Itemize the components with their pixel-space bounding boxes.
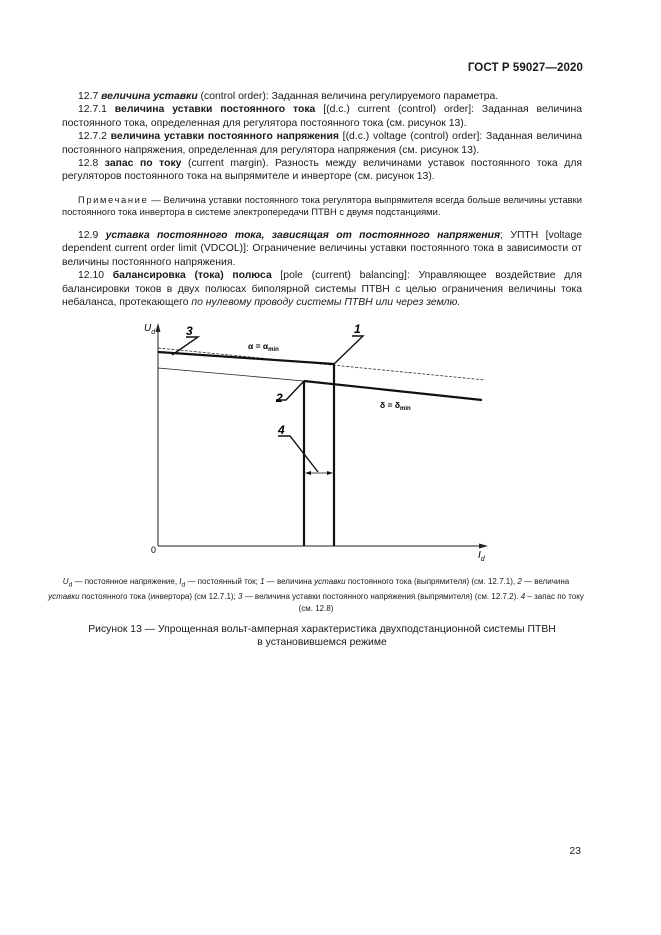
document-standard-header: ГОСТ Р 59027—2020 bbox=[467, 62, 583, 74]
page-number: 23 bbox=[569, 845, 581, 857]
figure-legend: $U_d$ — постоянное напряжение, $I_d$ — постоянный ток; 1 — величина уставки постоянного тока (выпрямителя) (см. 12.7.1), 2 — величина уставки постоянного тока (инвертора) (см 12.7.1); 3 — величина уставки постоянного напряжения (выпрямителя) (см. 12.7.2). 4 – запас по току (см. 12.8) bbox=[48, 577, 584, 613]
callout-4: 4 bbox=[278, 423, 285, 437]
callout-2: 2 bbox=[276, 391, 283, 405]
section-12-7: 12.7 величина уставки (control order): Заданная величина регулируемого параметра. bbox=[78, 91, 499, 102]
y-axis-arrow bbox=[156, 323, 161, 332]
origin-label: 0 bbox=[151, 545, 157, 555]
y-axis-label: $U_d$ bbox=[144, 323, 156, 336]
caption-line-1: Рисунок 13 — Упрощенная вольт-амперная характеристика двухподстанционной системы ПТВН bbox=[88, 624, 556, 635]
document-body bbox=[62, 90, 582, 309]
rectifier-characteristic bbox=[158, 352, 334, 364]
callout-3: 3 bbox=[186, 324, 193, 338]
inverter-characteristic-thick bbox=[304, 381, 482, 400]
callout-1: 1 bbox=[354, 322, 361, 336]
callout-4-leader bbox=[278, 436, 318, 472]
delta-min-label: $\delta = \delta_{min}$ bbox=[380, 400, 411, 412]
x-axis-label: $I_d$ bbox=[478, 550, 485, 563]
current-margin-arrowhead-right bbox=[327, 471, 333, 475]
section-12-8: 12.8 запас по току (current margin). Разность между величинами уставок постоянного тока для регуляторов постоянного тока на выпрямителе и инверторе (см. рисунок 13). bbox=[62, 158, 583, 183]
section-12-10: 12.10 балансировка (тока) полюса [pole (current) balancing]: Управляющее воздействие для балансировки токов в двух полюсах биполярной системы ПТВН с целью ограничения величины тока небаланса, протекающего по нулевому проводу системы ПТВН или через землю. bbox=[62, 270, 583, 309]
current-margin-arrowhead-left bbox=[305, 471, 311, 475]
note: Примечание — Величина уставки постоянного тока регулятора выпрямителя всегда больше величины уставки постоянного тока инвертора в системе электропередачи ПТВН с двумя подстанциями. bbox=[62, 193, 582, 218]
section-12-7-1: 12.7.1 величина уставки постоянного тока [(d.c.) current (control) order]: Заданная величина постоянного тока, определенная для регулятора постоянного тока (см. рисунок 13). bbox=[62, 104, 582, 129]
caption-line-2: в установившемся режиме bbox=[257, 637, 387, 649]
alpha-min-label: $\alpha = \alpha_{min}$ bbox=[248, 341, 279, 353]
callout-1-leader bbox=[334, 336, 363, 364]
section-12-7-2: 12.7.2 величина уставки постоянного напряжения [(d.c.) voltage (control) order]: Заданная величина постоянного напряжения, определенная для регулятора напряжения (см. рисунок 13). bbox=[62, 131, 582, 156]
section-12-9: 12.9 уставка постоянного тока, зависящая от постоянного напряжения; УПТН [voltage dependent current order limit (VDCOL)]: Ограничение величины уставки постоянного тока в зависимости от величины постоянного напряжения. bbox=[62, 230, 583, 268]
figure-caption bbox=[62, 623, 582, 650]
inverter-characteristic-thin bbox=[158, 368, 304, 381]
callout-3-leader bbox=[172, 337, 198, 355]
vi-characteristic-figure bbox=[130, 318, 500, 573]
x-axis-arrow bbox=[479, 544, 488, 549]
